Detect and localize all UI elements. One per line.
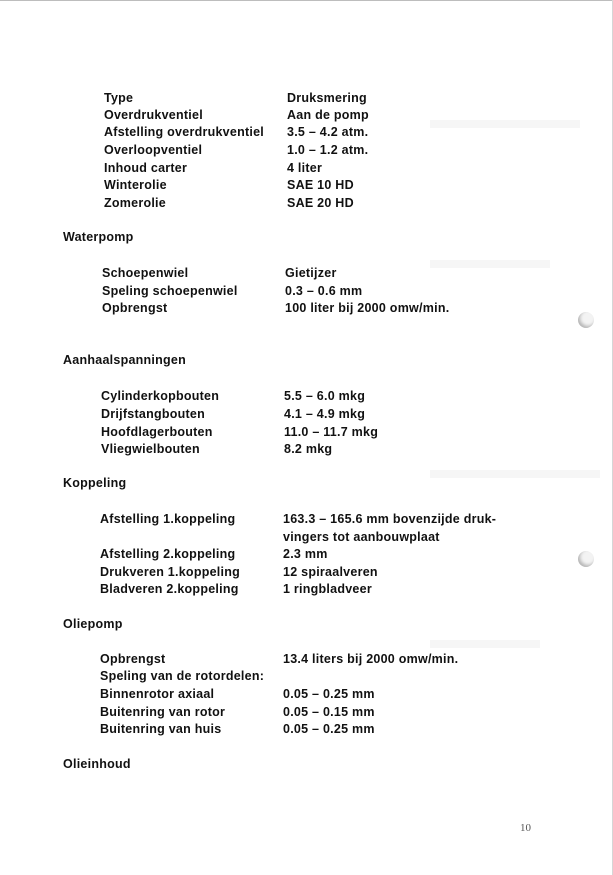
spec-label: Overdrukventiel (104, 108, 203, 122)
spec-label: Overloopventiel (104, 143, 203, 157)
spec-label: Speling van de rotordelen: (100, 669, 265, 683)
spec-value: Aan de pomp (287, 108, 369, 122)
spec-value: 1 ringbladveer (283, 582, 372, 596)
binder-hole (578, 312, 594, 328)
show-through-mark (430, 260, 550, 268)
spec-value: Gietijzer (285, 266, 337, 280)
spec-value: 0.05 – 0.25 mm (283, 687, 375, 701)
spec-value: 5.5 – 6.0 mkg (284, 389, 366, 403)
spec-label: Hoofdlagerbouten (101, 425, 213, 439)
spec-label: Drijfstangbouten (101, 407, 205, 421)
spec-value-continuation: vingers tot aanbouwplaat (283, 530, 440, 544)
show-through-mark (430, 640, 540, 648)
spec-value: 11.0 – 11.7 mkg (284, 425, 379, 439)
spec-value: 13.4 liters bij 2000 omw/min. (283, 652, 459, 666)
spec-label: Inhoud carter (104, 161, 188, 175)
spec-value: SAE 20 HD (287, 196, 354, 210)
spec-value: Druksmering (287, 91, 367, 105)
spec-value: 3.5 – 4.2 atm. (287, 125, 369, 139)
spec-label: Afstelling 1.koppeling (100, 512, 236, 526)
spec-value: 1.0 – 1.2 atm. (287, 143, 369, 157)
spec-value: 2.3 mm (283, 547, 328, 561)
show-through-mark (430, 470, 600, 478)
spec-label: Opbrengst (102, 301, 168, 315)
spec-label: Speling schoepenwiel (102, 284, 238, 298)
spec-value: 8.2 mkg (284, 442, 333, 456)
spec-label: Opbrengst (100, 652, 166, 666)
spec-value: 4 liter (287, 161, 323, 175)
section-heading-koppeling: Koppeling (63, 476, 127, 490)
show-through-mark (430, 120, 580, 128)
spec-value: 100 liter bij 2000 omw/min. (285, 301, 450, 315)
spec-label: Schoepenwiel (102, 266, 189, 280)
spec-value: SAE 10 HD (287, 178, 354, 192)
section-heading-oliepomp: Oliepomp (63, 617, 123, 631)
spec-value: 0.05 – 0.15 mm (283, 705, 375, 719)
spec-label: Vliegwielbouten (101, 442, 200, 456)
page-top-edge (0, 0, 613, 1)
spec-label: Binnenrotor axiaal (100, 687, 215, 701)
spec-label: Zomerolie (104, 196, 166, 210)
section-heading-waterpomp: Waterpomp (63, 230, 134, 244)
section-heading-aanhaalspanningen: Aanhaalspanningen (63, 353, 187, 367)
section-heading-olieinhoud: Olieinhoud (63, 757, 131, 771)
page-number: 10 (520, 822, 531, 834)
spec-value: 0.05 – 0.25 mm (283, 722, 375, 736)
binder-hole (578, 551, 594, 567)
spec-value: 12 spiraalveren (283, 565, 378, 579)
spec-label: Buitenring van huis (100, 722, 222, 736)
spec-label: Afstelling overdrukventiel (104, 125, 265, 139)
spec-value: 0.3 – 0.6 mm (285, 284, 363, 298)
spec-label: Cylinderkopbouten (101, 389, 220, 403)
spec-label: Afstelling 2.koppeling (100, 547, 236, 561)
spec-label: Drukveren 1.koppeling (100, 565, 241, 579)
spec-label: Bladveren 2.koppeling (100, 582, 239, 596)
spec-value: 163.3 – 165.6 mm bovenzijde druk- (283, 512, 497, 526)
spec-label: Buitenring van rotor (100, 705, 226, 719)
spec-label: Type (104, 91, 134, 105)
spec-value: 4.1 – 4.9 mkg (284, 407, 366, 421)
spec-label: Winterolie (104, 178, 167, 192)
